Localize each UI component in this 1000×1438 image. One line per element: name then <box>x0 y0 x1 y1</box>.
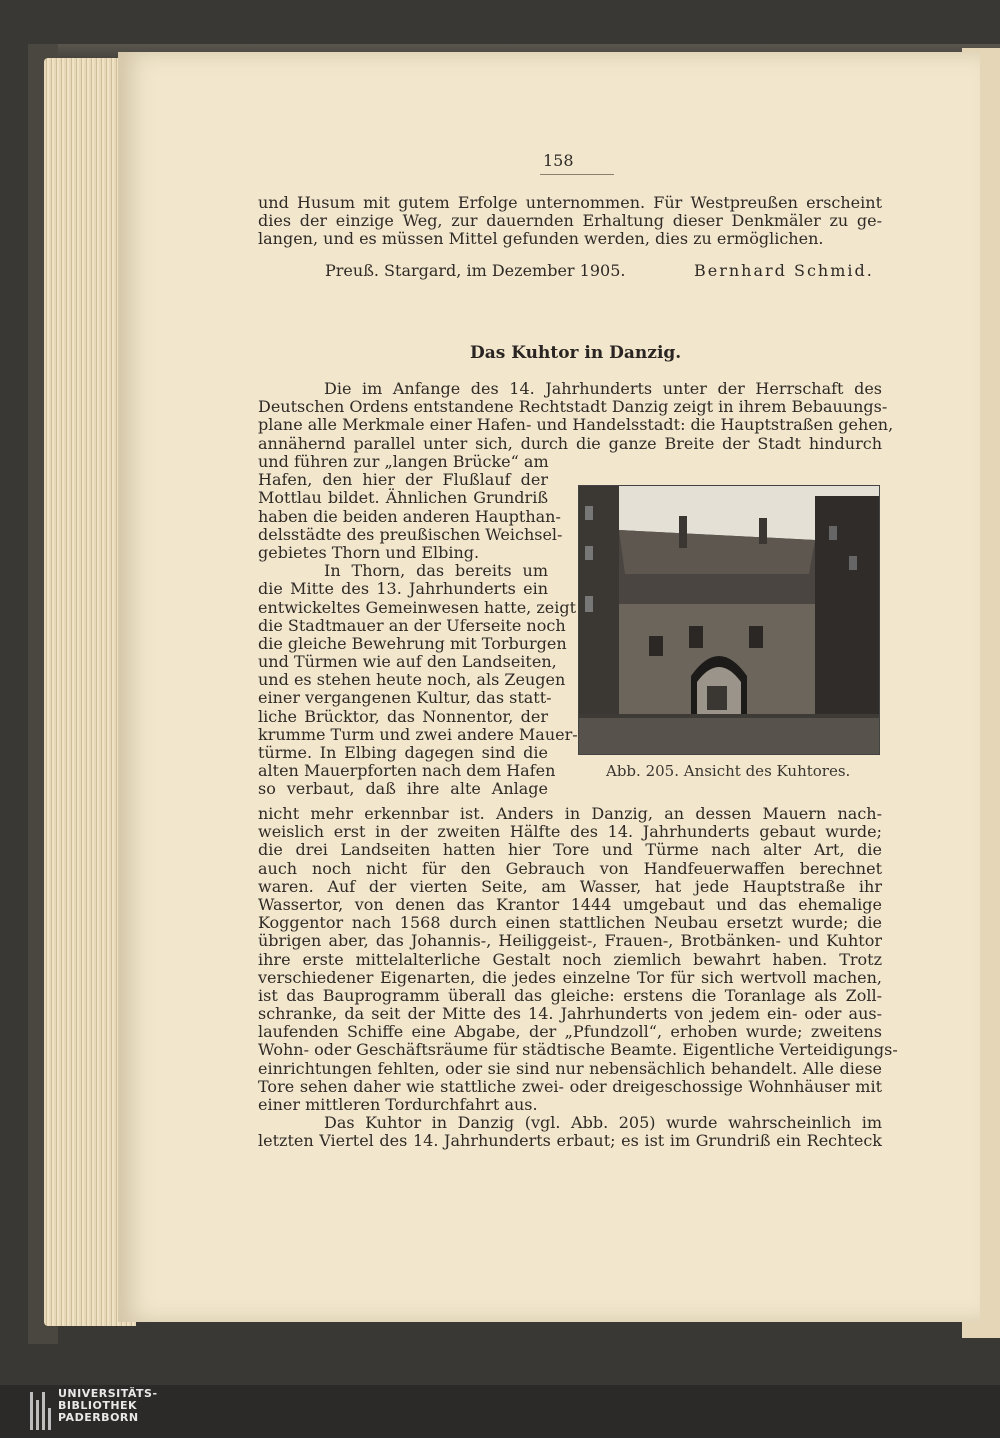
text-line: In Thorn, das bereits um <box>324 561 548 581</box>
text-line: und führen zur „langen Brücke“ am <box>258 452 549 471</box>
text-line: haben die beiden anderen Haupthan- <box>258 506 561 526</box>
library-logo-icon <box>30 1392 52 1430</box>
text-line: plane alle Merkmale einer Hafen- und Handelsstadt: die Hauptstraßen gehen, <box>258 415 894 435</box>
page-number: 158 <box>543 151 574 170</box>
text-line: letzten Viertel des 14. Jahrhunderts erbaut; es ist im Grundriß ein Rechteck <box>258 1131 882 1151</box>
signature-place: Preuß. Stargard, im Dezember 1905. <box>325 261 626 280</box>
text-line: Das Kuhtor in Danzig (vgl. Abb. 205) wurde wahrscheinlich im <box>324 1113 882 1133</box>
text-line: und Türmen wie auf den Landseiten, <box>258 652 557 672</box>
intro-paragraph <box>258 194 882 249</box>
kuhtor-photo-illustration <box>579 486 879 754</box>
text-line: nicht mehr erkennbar ist. Anders in Danzig, an dessen Mauern nach- <box>258 804 882 823</box>
text-line: die drei Landseiten hatten hier Tore und Türme nach alter Art, die <box>258 840 882 860</box>
paragraph-full-1 <box>258 379 894 453</box>
text-line: einrichtungen fehlten, oder sie sind nur nebensächlich behandelt. Alle diese <box>258 1058 882 1078</box>
paragraph-full-2 <box>258 804 898 1151</box>
text-line: auch noch nicht für den Gebrauch von Handfeuerwaffen berechnet <box>258 858 882 878</box>
figure-kuhtor-photo <box>578 485 880 755</box>
text-line: einer vergangenen Kultur, das statt- <box>258 688 552 708</box>
text-line: Mottlau bildet. Ähnlichen Grundriß <box>258 488 548 508</box>
text-line: schranke, da seit der Mitte des 14. Jahrhunderts von jedem ein- oder aus- <box>258 1004 882 1024</box>
signature-name: Bernhard Schmid. <box>694 261 874 280</box>
text-line: die Stadtmauer an der Uferseite noch <box>258 615 566 635</box>
text-line: delsstädte des preußischen Weichsel- <box>258 524 563 544</box>
text-line: langen, und es müssen Mittel gefunden werden, dies zu ermöglichen. <box>258 229 824 249</box>
text-line: und Husum mit gutem Erfolge unternommen. Für Westpreußen erscheint <box>258 193 882 212</box>
text-line: und es stehen heute noch, als Zeugen <box>258 670 566 690</box>
library-name-line: UNIVERSITÄTS- <box>58 1387 158 1400</box>
paragraph-column <box>258 452 578 799</box>
text-line: krumme Turm und zwei andere Mauer- <box>258 724 578 744</box>
text-line: dies der einzige Weg, zur dauernden Erhaltung dieser Denkmäler zu ge- <box>258 211 882 231</box>
text-line: waren. Auf der vierten Seite, am Wasser, hat jede Hauptstraße ihr <box>258 876 882 896</box>
text-line: Wohn- oder Geschäftsräume für städtische Beamte. Eigentliche Verteidigungs- <box>258 1040 898 1060</box>
text-line: laufenden Schiffe eine Abgabe, der „Pfundzoll“, erhoben wurde; zweitens <box>258 1022 882 1042</box>
figure-caption: Abb. 205. Ansicht des Kuhtores. <box>606 762 851 780</box>
text-line: ihre erste mittelalterliche Gestalt noch ziemlich bewahrt haben. Trotz <box>258 949 882 969</box>
text-line: die gleiche Bewehrung mit Torburgen <box>258 633 567 653</box>
library-name <box>58 1388 158 1424</box>
text-line: Tore sehen daher wie stattliche zwei- oder dreigeschossige Wohnhäuser mit <box>258 1076 882 1096</box>
page-number-rule <box>540 174 614 175</box>
text-line: Die im Anfange des 14. Jahrhunderts unter der Herrschaft des <box>324 379 882 398</box>
text-line: gebietes Thorn und Elbing. <box>258 542 480 562</box>
library-name-line: BIBLIOTHEK <box>58 1399 138 1412</box>
text-line: einer mittleren Tordurchfahrt aus. <box>258 1095 538 1114</box>
text-line: die Mitte des 13. Jahrhunderts ein <box>258 579 548 599</box>
text-line: verschiedener Eigenarten, die jedes einzelne Tor für sich wertvoll machen, <box>258 967 882 987</box>
text-line: türme. In Elbing dagegen sind die <box>258 743 548 762</box>
section-title: Das Kuhtor in Danzig. <box>470 343 682 363</box>
library-name-line: PADERBORN <box>58 1411 139 1424</box>
text-line: entwickeltes Gemeinwesen hatte, zeigt <box>258 597 577 617</box>
text-line: annähernd parallel unter sich, durch die ganze Breite der Stadt hindurch <box>258 433 882 453</box>
text-line: Koggentor nach 1568 durch einen stattlichen Neubau ersetzt wurde; die <box>258 913 882 933</box>
text-line: weislich erst in der zweiten Hälfte des 14. Jahrhunderts gebaut wurde; <box>258 822 882 842</box>
text-line: alten Mauerpforten nach dem Hafen <box>258 761 556 781</box>
text-line: Hafen, den hier der Flußlauf der <box>258 470 548 490</box>
text-line: ist das Bauprogramm überall das gleiche: erstens die Toranlage als Zoll- <box>258 985 882 1005</box>
text-line: Deutschen Ordens entstandene Rechtstadt Danzig zeigt in ihrem Bebauungs- <box>258 397 888 417</box>
text-line: liche Brücktor, das Nonnentor, der <box>258 706 548 726</box>
text-line: so verbaut, daß ihre alte Anlage <box>258 779 548 799</box>
text-line: Wassertor, von denen das Krantor 1444 umgebaut und das ehemalige <box>258 894 882 914</box>
text-line: übrigen aber, das Johannis-, Heiliggeist-, Frauen-, Brotbänken- und Kuhtor <box>258 931 882 951</box>
